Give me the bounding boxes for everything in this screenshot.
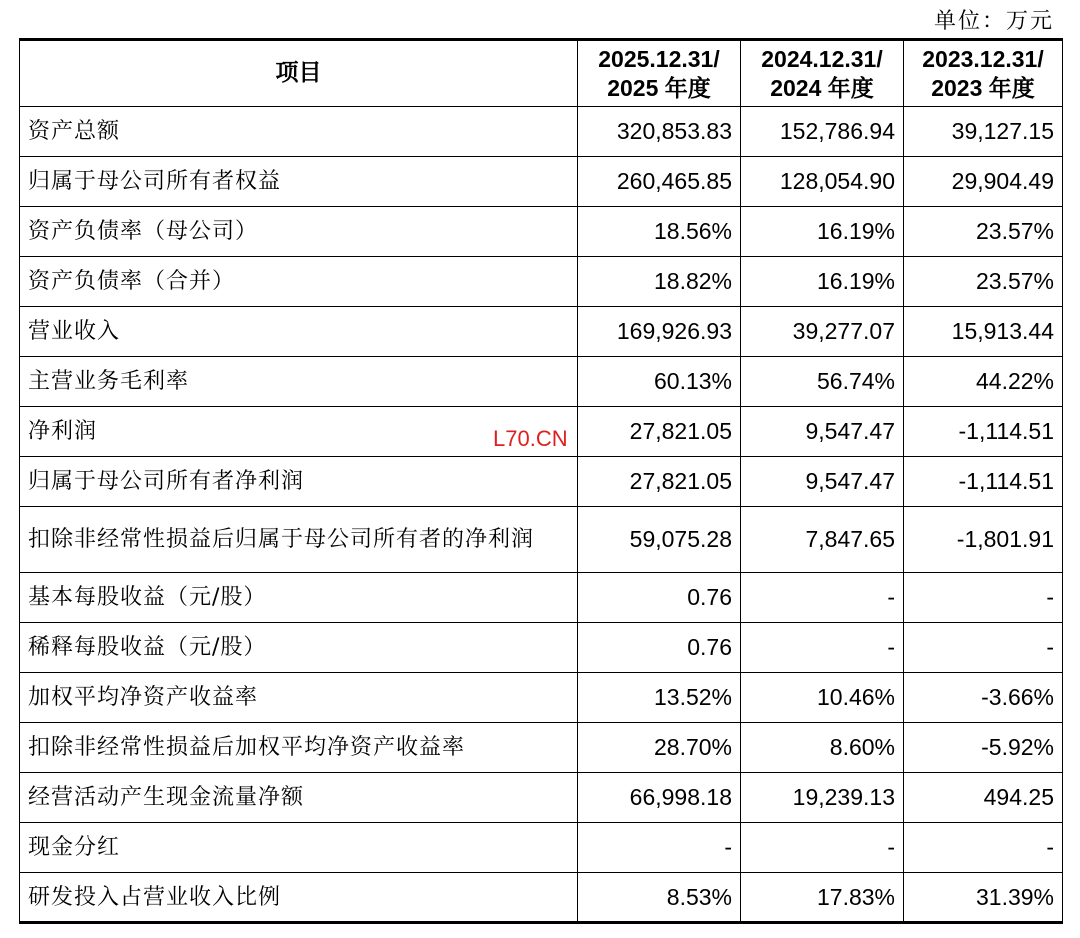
table-row (20, 623, 1063, 673)
cell-2025: 320,853.83 (578, 107, 741, 157)
cell-2025: 0.76 (578, 623, 741, 673)
row-label: 加权平均净资产收益率 (20, 673, 578, 723)
table-row (20, 773, 1063, 823)
cell-2024: 128,054.90 (741, 157, 904, 207)
cell-2024: 9,547.47 (741, 457, 904, 507)
header-2024-year: 2024 年度 (770, 74, 874, 101)
row-label: 研发投入占营业收入比例 (20, 873, 578, 923)
cell-2023: -1,114.51 (904, 407, 1063, 457)
table-row (20, 457, 1063, 507)
cell-2023: -5.92% (904, 723, 1063, 773)
row-label: 资产负债率（合并） (20, 257, 578, 307)
cell-2024: 9,547.47 (741, 407, 904, 457)
row-label: 资产总额 (20, 107, 578, 157)
watermark: L70.CN (493, 426, 568, 451)
header-2023-year: 2023 年度 (931, 74, 1035, 101)
unit-label: 单位：万元 (933, 9, 1054, 34)
cell-2024: 10.46% (741, 673, 904, 723)
cell-2025: 260,465.85 (578, 157, 741, 207)
row-label: 扣除非经常性损益后加权平均净资产收益率 (20, 723, 578, 773)
table-row (20, 357, 1063, 407)
financial-table (19, 38, 1063, 924)
row-label: 资产负债率（母公司） (20, 207, 578, 257)
header-2024 (741, 40, 904, 107)
table-row (20, 823, 1063, 873)
cell-2025: 0.76 (578, 573, 741, 623)
cell-2025: 27,821.05 (578, 457, 741, 507)
header-2024-date: 2024.12.31/ (761, 45, 883, 72)
table-row (20, 673, 1063, 723)
row-label: 基本每股收益（元/股） (20, 573, 578, 623)
cell-2023: 494.25 (904, 773, 1063, 823)
cell-2025: 28.70% (578, 723, 741, 773)
cell-2025: 66,998.18 (578, 773, 741, 823)
header-2025-date: 2025.12.31/ (598, 45, 720, 72)
cell-2025: 169,926.93 (578, 307, 741, 357)
row-label: 营业收入 (20, 307, 578, 357)
cell-2023: -3.66% (904, 673, 1063, 723)
cell-2024: - (741, 623, 904, 673)
row-label: 主营业务毛利率 (20, 357, 578, 407)
table-row (20, 157, 1063, 207)
cell-2023: -1,801.91 (904, 507, 1063, 573)
cell-2023: 15,913.44 (904, 307, 1063, 357)
cell-2024: 152,786.94 (741, 107, 904, 157)
cell-2025: - (578, 823, 741, 873)
cell-2025: 27,821.05 (578, 407, 741, 457)
table-row (20, 573, 1063, 623)
cell-2023: 44.22% (904, 357, 1063, 407)
cell-2023: 23.57% (904, 257, 1063, 307)
table-row (20, 507, 1063, 573)
table-row (20, 307, 1063, 357)
cell-2024: 8.60% (741, 723, 904, 773)
table-row (20, 873, 1063, 923)
row-label: 现金分红 (20, 823, 578, 873)
cell-2023: 31.39% (904, 873, 1063, 923)
row-label: 扣除非经常性损益后归属于母公司所有者的净利润 (20, 507, 578, 573)
table-header-row (20, 40, 1063, 107)
cell-2024: 39,277.07 (741, 307, 904, 357)
header-2025-year: 2025 年度 (607, 74, 711, 101)
row-label: 归属于母公司所有者净利润 (20, 457, 578, 507)
cell-2025: 13.52% (578, 673, 741, 723)
cell-2025: 8.53% (578, 873, 741, 923)
cell-2023: - (904, 823, 1063, 873)
cell-2024: 7,847.65 (741, 507, 904, 573)
cell-2024: 17.83% (741, 873, 904, 923)
cell-2024: 56.74% (741, 357, 904, 407)
row-label: 经营活动产生现金流量净额 (20, 773, 578, 823)
cell-2023: 23.57% (904, 207, 1063, 257)
row-label: 稀释每股收益（元/股） (20, 623, 578, 673)
cell-2024: 19,239.13 (741, 773, 904, 823)
table-row (20, 207, 1063, 257)
cell-2023: - (904, 623, 1063, 673)
cell-2024: - (741, 823, 904, 873)
table-row (20, 107, 1063, 157)
cell-2024: 16.19% (741, 257, 904, 307)
table-row (20, 723, 1063, 773)
header-2023 (904, 40, 1063, 107)
cell-2025: 60.13% (578, 357, 741, 407)
row-label: 净利润 (20, 407, 578, 457)
cell-2023: - (904, 573, 1063, 623)
cell-2025: 18.82% (578, 257, 741, 307)
row-label: 归属于母公司所有者权益 (20, 157, 578, 207)
cell-2023: -1,114.51 (904, 457, 1063, 507)
header-2025 (578, 40, 741, 107)
table-row (20, 257, 1063, 307)
cell-2025: 18.56% (578, 207, 741, 257)
cell-2025: 59,075.28 (578, 507, 741, 573)
cell-2023: 29,904.49 (904, 157, 1063, 207)
header-item: 项目 (20, 40, 578, 107)
cell-2024: 16.19% (741, 207, 904, 257)
cell-2024: - (741, 573, 904, 623)
header-2023-date: 2023.12.31/ (922, 45, 1044, 72)
cell-2023: 39,127.15 (904, 107, 1063, 157)
